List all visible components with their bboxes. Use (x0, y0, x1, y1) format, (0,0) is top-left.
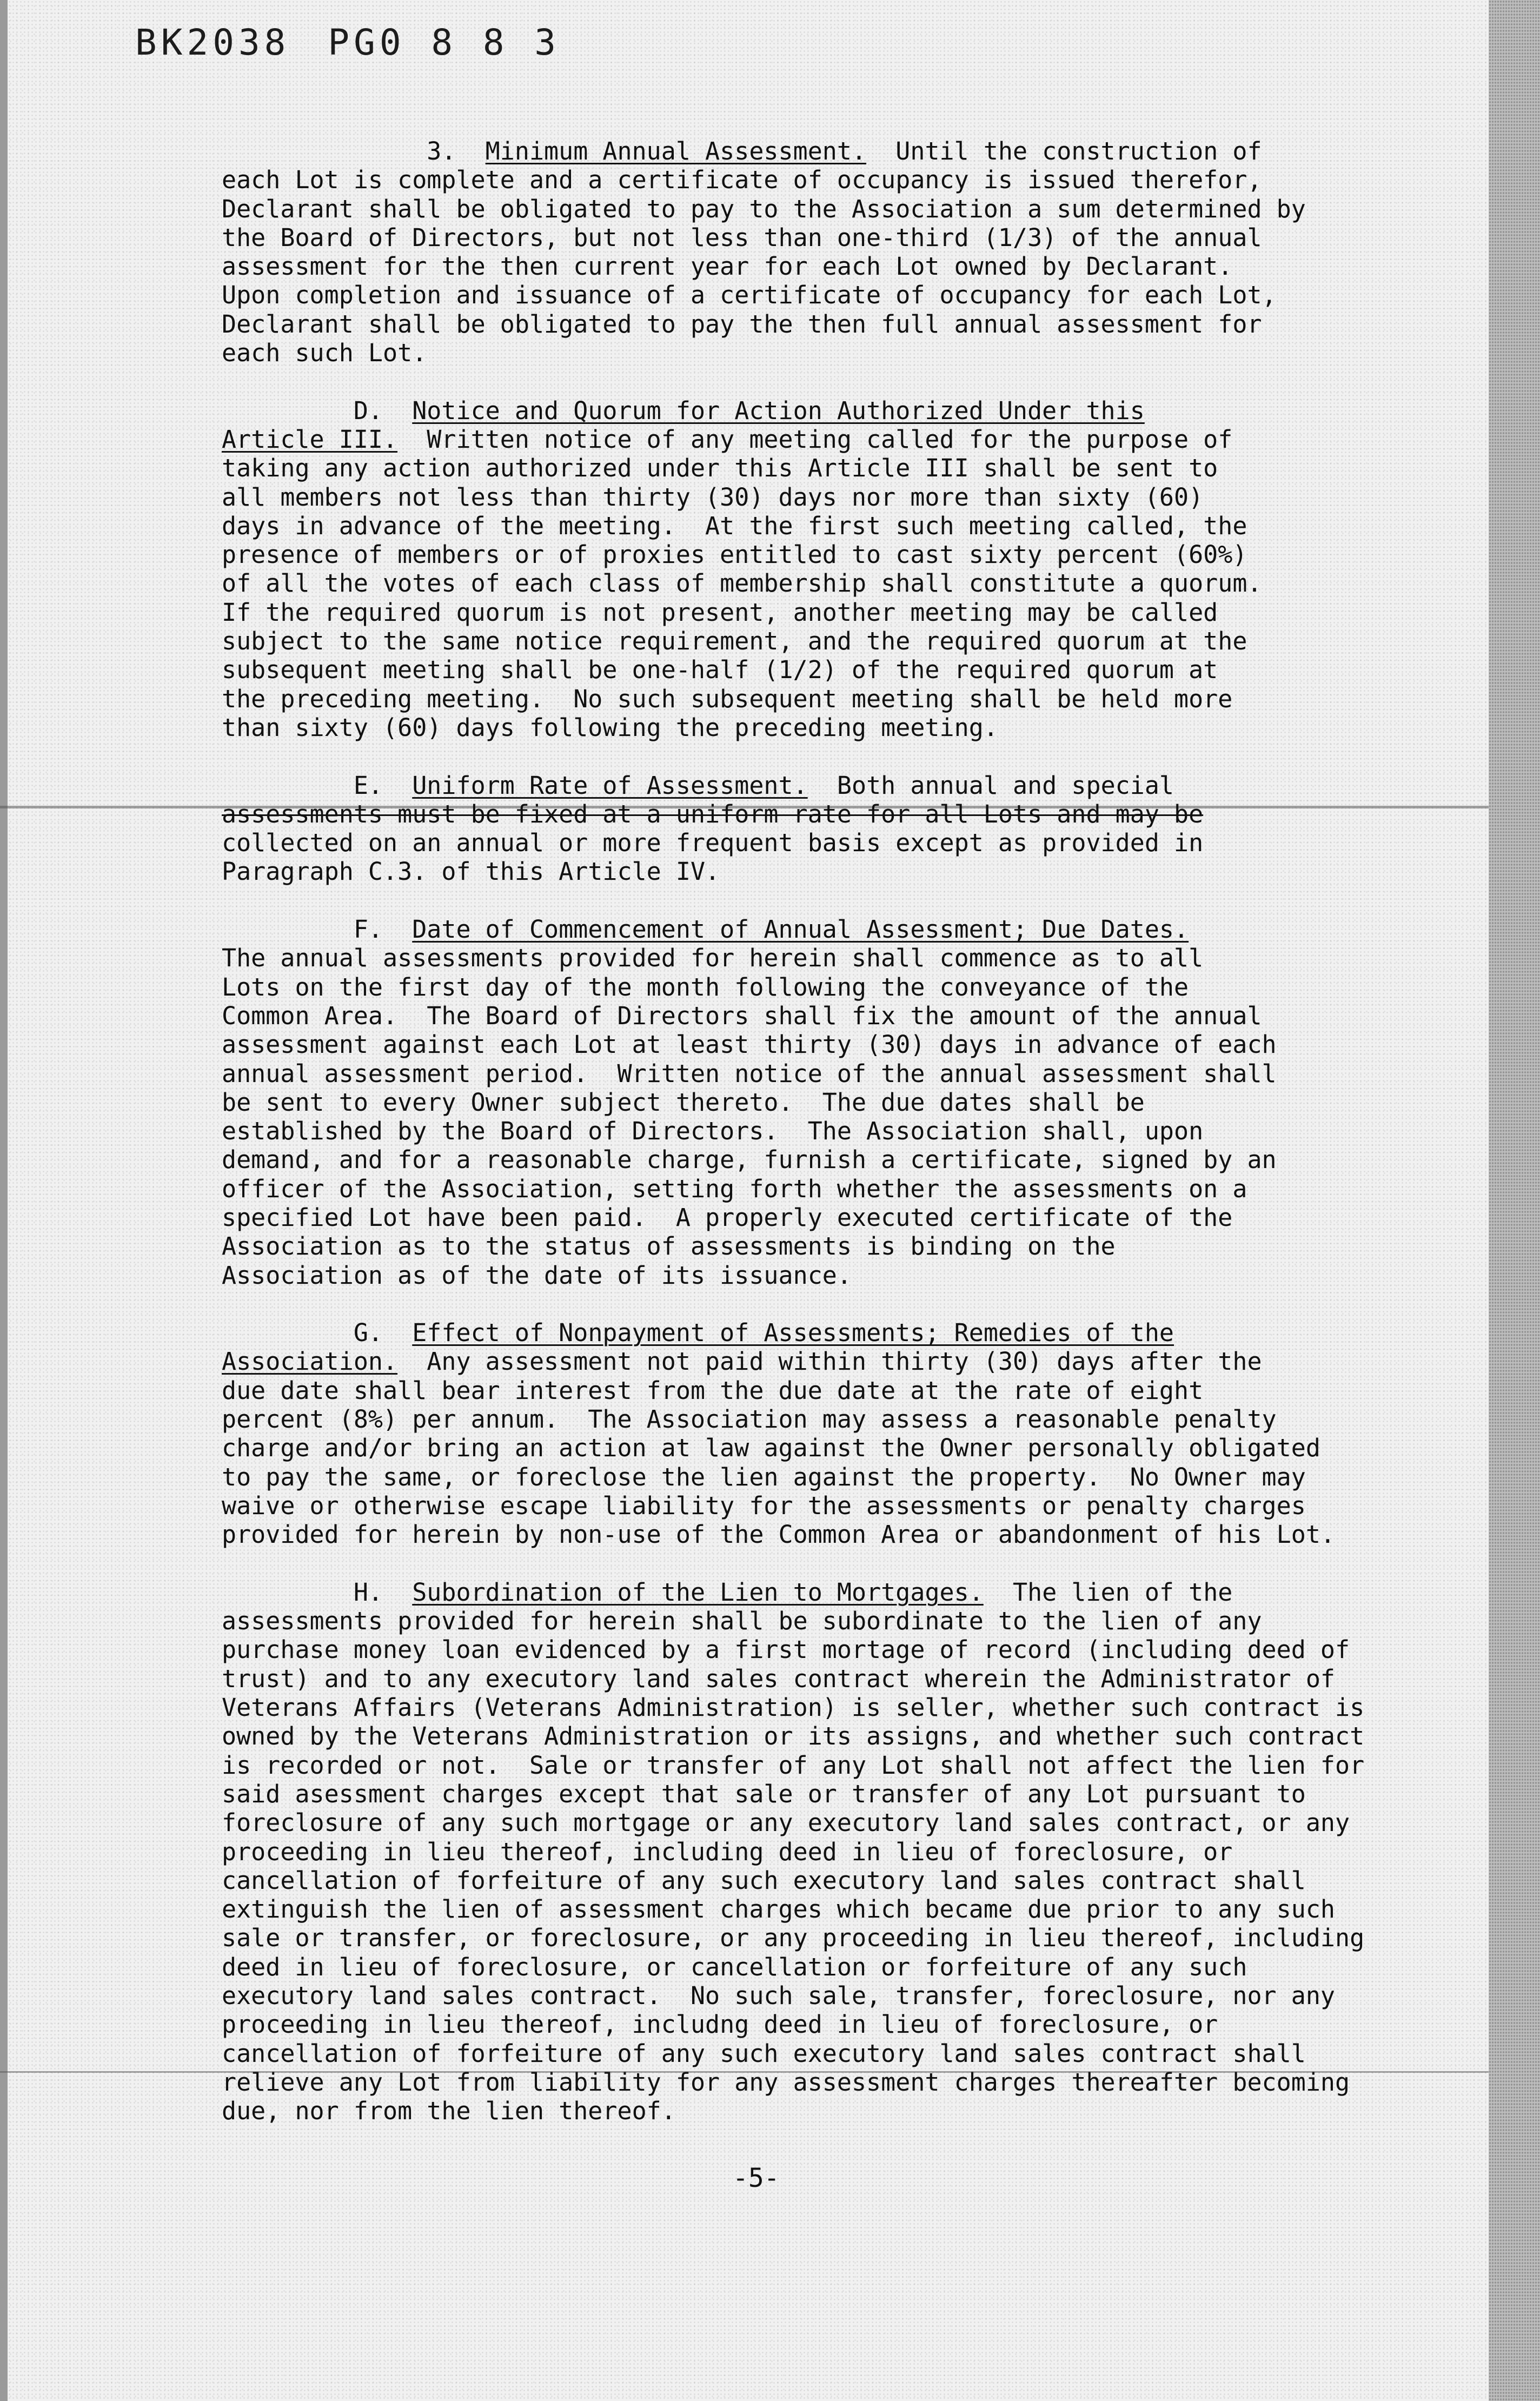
line-text: each such Lot. (222, 339, 427, 368)
paragraph-d (222, 396, 1390, 742)
text-line (222, 1117, 1390, 1145)
line-indent (222, 771, 354, 800)
text-line (222, 483, 1390, 512)
text-line (222, 1838, 1390, 1866)
line-text: to pay the same, or foreclose the lien against the property. No Owner may (222, 1462, 1306, 1491)
line-text: extinguish the lien of assessment charges which became due prior to any such (222, 1895, 1336, 1924)
paragraph-h (222, 1578, 1390, 2126)
text-line (222, 1953, 1390, 1981)
line-text: officer of the Association, setting forth whether the assessments on a (222, 1174, 1247, 1203)
line-text: proceeding in lieu thereof, includng deed in lieu of foreclosure, or (222, 2010, 1218, 2039)
text-line (222, 1203, 1390, 1232)
page-number: -5- (733, 2163, 780, 2193)
text-line (222, 655, 1390, 684)
line-text: Lots on the first day of the month following the conveyance of the (222, 972, 1189, 1001)
section-letter: F. (353, 915, 413, 944)
section-heading: Subordination of the Lien to Mortgages. (412, 1577, 984, 1607)
text-line (222, 713, 1390, 742)
paragraph-gap (222, 1290, 1390, 1318)
line-text: charge and/or bring an action at law against the Owner personally obligated (222, 1434, 1320, 1463)
section-text: Until the construction of (866, 137, 1262, 165)
text-line (222, 1347, 1390, 1376)
line-text: assessments provided for herein shall be subordinate to the lien of any (222, 1607, 1262, 1636)
text-line (222, 800, 1390, 828)
text-line (222, 944, 1390, 972)
text-line (222, 973, 1390, 1001)
line-text: cancellation of forfeiture of any such executory land sales contract shall (222, 2039, 1306, 2068)
paragraph-g (222, 1318, 1390, 1549)
line-text: Common Area. The Board of Directors shall fix the amount of the annual (222, 1001, 1262, 1030)
line-text: days in advance of the meeting. At the first such meeting called, the (222, 511, 1247, 540)
line-indent (222, 396, 354, 425)
line-text: Veterans Affairs (Veterans Administration) is seller, whether such contract is (222, 1693, 1365, 1722)
line-text: said asessment charges except that sale or transfer of any Lot pursuant to (222, 1779, 1306, 1808)
line-text: cancellation of forfeiture of any such executory land sales contract shall (222, 1866, 1306, 1895)
line-text: all members not less than thirty (30) days nor more than sixty (60) (222, 482, 1204, 512)
line-text: be sent to every Owner subject thereto. The due dates shall be (222, 1087, 1145, 1117)
text-line (222, 137, 1390, 165)
text-line (222, 1145, 1390, 1174)
section-text: Both annual and special (807, 771, 1174, 800)
line-text: waive or otherwise escape liability for the assessments or penalty charges (222, 1491, 1306, 1520)
text-line (222, 1808, 1390, 1837)
text-line (222, 1924, 1390, 1952)
line-indent (222, 1578, 354, 1607)
section-heading: Notice and Quorum for Action Authorized Under this (412, 396, 1145, 425)
line-text: annual assessment period. Written notice of the annual assessment shall (222, 1059, 1277, 1088)
text-line (222, 1607, 1390, 1635)
text-line (222, 857, 1390, 886)
line-text: Paragraph C.3. of this Article IV. (222, 857, 720, 886)
scan-edge-left (0, 0, 8, 2401)
text-line (222, 512, 1390, 540)
line-text: subject to the same notice requirement, and the required quorum at the (222, 627, 1247, 656)
text-line (222, 1664, 1390, 1693)
section-letter: 3. (427, 137, 486, 165)
line-text: demand, and for a reasonable charge, furnish a certificate, signed by an (222, 1145, 1277, 1175)
text-line (222, 1318, 1390, 1347)
text-line (222, 1981, 1390, 2010)
text-line (222, 569, 1390, 598)
section-heading: Effect of Nonpayment of Assessments; Remedies of the (412, 1318, 1174, 1348)
section-text: The lien of the (983, 1577, 1233, 1607)
line-text: established by the Board of Directors. The Association shall, upon (222, 1117, 1204, 1146)
text-line (222, 339, 1390, 367)
text-line (222, 1578, 1390, 1607)
section-heading: Article III. (222, 425, 398, 454)
text-line (222, 2068, 1390, 2097)
line-indent (222, 1318, 354, 1347)
line-text: purchase money loan evidenced by a first mortage of record (including deed of (222, 1635, 1350, 1664)
text-line (222, 1722, 1390, 1750)
text-line (222, 540, 1390, 569)
text-line (222, 1635, 1390, 1664)
line-text: foreclosure of any such mortgage or any executory land sales contract, or any (222, 1808, 1350, 1838)
line-text: proceeding in lieu thereof, including deed in lieu of foreclosure, or (222, 1837, 1233, 1866)
line-text: the Board of Directors, but not less than one-third (1/3) of the annual (222, 223, 1262, 252)
section-heading: Date of Commencement of Annual Assessment; Due Dates. (412, 915, 1189, 944)
text-line (222, 2039, 1390, 2068)
text-line (222, 1693, 1390, 1722)
text-line (222, 396, 1390, 425)
text-line (222, 2097, 1390, 2125)
document-body (222, 137, 1390, 2125)
paragraph-gap (222, 886, 1390, 915)
text-line (222, 1376, 1390, 1405)
text-line (222, 1232, 1390, 1261)
line-text: subsequent meeting shall be one-half (1/2) of the required quorum at (222, 655, 1218, 685)
section-text: Any assessment not paid within thirty (30) days after the (397, 1347, 1262, 1376)
line-text: relieve any Lot from liability for any assessment charges thereafter becoming (222, 2067, 1350, 2097)
line-text: executory land sales contract. No such sale, transfer, foreclosure, nor any (222, 1981, 1336, 2010)
section-letter: G. (353, 1318, 413, 1348)
line-text: collected on an annual or more frequent basis except as provided in (222, 828, 1204, 858)
text-line (222, 685, 1390, 713)
line-text: is recorded or not. Sale or transfer of any Lot shall not affect the lien for (222, 1750, 1365, 1780)
text-line (222, 252, 1390, 281)
line-text: than sixty (60) days following the preceding meeting. (222, 713, 998, 742)
text-line (222, 915, 1390, 944)
text-line (222, 223, 1390, 252)
text-line (222, 1491, 1390, 1520)
line-text: of all the votes of each class of membership shall constitute a quorum. (222, 569, 1262, 598)
text-line (222, 1520, 1390, 1549)
line-text: Association as to the status of assessments is binding on the (222, 1232, 1116, 1261)
section-letter: H. (353, 1577, 413, 1607)
section-heading: Association. (222, 1347, 398, 1376)
line-text: deed in lieu of foreclosure, or cancellation or forfeiture of any such (222, 1952, 1247, 1981)
line-text: The annual assessments provided for herein shall commence as to all (222, 944, 1204, 973)
book-number: BK2038 (135, 22, 290, 63)
text-line (222, 195, 1390, 223)
text-line (222, 1030, 1390, 1059)
line-text: Declarant shall be obligated to pay to the Association a sum determined by (222, 194, 1306, 223)
paragraph-gap (222, 367, 1390, 396)
text-line (222, 1463, 1390, 1491)
text-line (222, 454, 1390, 482)
line-text: assessment for the then current year for each Lot owned by Declarant. (222, 252, 1233, 281)
section-heading: Minimum Annual Assessment. (485, 137, 867, 165)
line-text: Upon completion and issuance of a certificate of occupancy for each Lot, (222, 281, 1277, 310)
line-text: specified Lot have been paid. A properly executed certificate of the (222, 1203, 1233, 1232)
text-line (222, 1751, 1390, 1780)
section-letter: E. (353, 771, 413, 800)
line-text: sale or transfer, or foreclosure, or any proceeding in lieu thereof, including (222, 1924, 1365, 1953)
line-text: If the required quorum is not present, another meeting may be called (222, 598, 1218, 627)
line-text: provided for herein by non-use of the Common Area or abandonment of his Lot. (222, 1520, 1336, 1549)
text-line (222, 828, 1390, 857)
text-line (222, 1780, 1390, 1808)
text-line (222, 1175, 1390, 1203)
line-text: Declarant shall be obligated to pay the then full annual assessment for (222, 309, 1262, 339)
line-text: presence of members or of proxies entitled to cast sixty percent (60%) (222, 540, 1247, 569)
text-line (222, 281, 1390, 309)
text-line (222, 1895, 1390, 1924)
text-line (222, 1001, 1390, 1030)
text-line (222, 1261, 1390, 1290)
paragraph-f (222, 915, 1390, 1290)
line-text: the preceding meeting. No such subsequent meeting shall be held more (222, 684, 1233, 713)
paragraph-e (222, 771, 1390, 886)
text-line (222, 165, 1390, 194)
paragraph-gap (222, 1549, 1390, 1578)
text-line (222, 1866, 1390, 1895)
line-text: percent (8%) per annum. The Association may assess a reasonable penalty (222, 1405, 1277, 1434)
section-letter: D. (353, 396, 413, 425)
line-text: owned by the Veterans Administration or its assigns, and whether such contract (222, 1722, 1365, 1751)
line-indent (222, 915, 354, 944)
line-text: due date shall bear interest from the due date at the rate of eight (222, 1376, 1204, 1405)
text-line (222, 1088, 1390, 1117)
recording-stamp (135, 22, 598, 63)
paragraph-gap (222, 742, 1390, 771)
page-reference: PG0 8 8 3 (328, 22, 561, 63)
line-text: taking any action authorized under this Article III shall be sent to (222, 454, 1218, 483)
line-text: assessments must be fixed at a uniform rate for all Lots and may be (222, 799, 1204, 828)
line-text: assessment against each Lot at least thirty (30) days in advance of each (222, 1030, 1277, 1059)
text-line (222, 425, 1390, 454)
line-indent (222, 137, 427, 165)
scan-edge-right (1489, 0, 1540, 2401)
text-line (222, 1059, 1390, 1088)
text-line (222, 598, 1390, 627)
paragraph-c3 (222, 137, 1390, 367)
text-line (222, 627, 1390, 655)
line-text: each Lot is complete and a certificate of occupancy is issued therefor, (222, 165, 1262, 195)
text-line (222, 2010, 1390, 2039)
line-text: Association as of the date of its issuance. (222, 1261, 852, 1290)
text-line (222, 310, 1390, 339)
text-line (222, 1434, 1390, 1462)
line-text: due, nor from the lien thereof. (222, 2097, 676, 2126)
line-text: trust) and to any executory land sales contract wherein the Administrator of (222, 1664, 1336, 1693)
section-heading: Uniform Rate of Assessment. (412, 771, 808, 800)
text-line (222, 771, 1390, 800)
text-line (222, 1405, 1390, 1434)
section-text: Written notice of any meeting called for the purpose of (397, 425, 1233, 454)
